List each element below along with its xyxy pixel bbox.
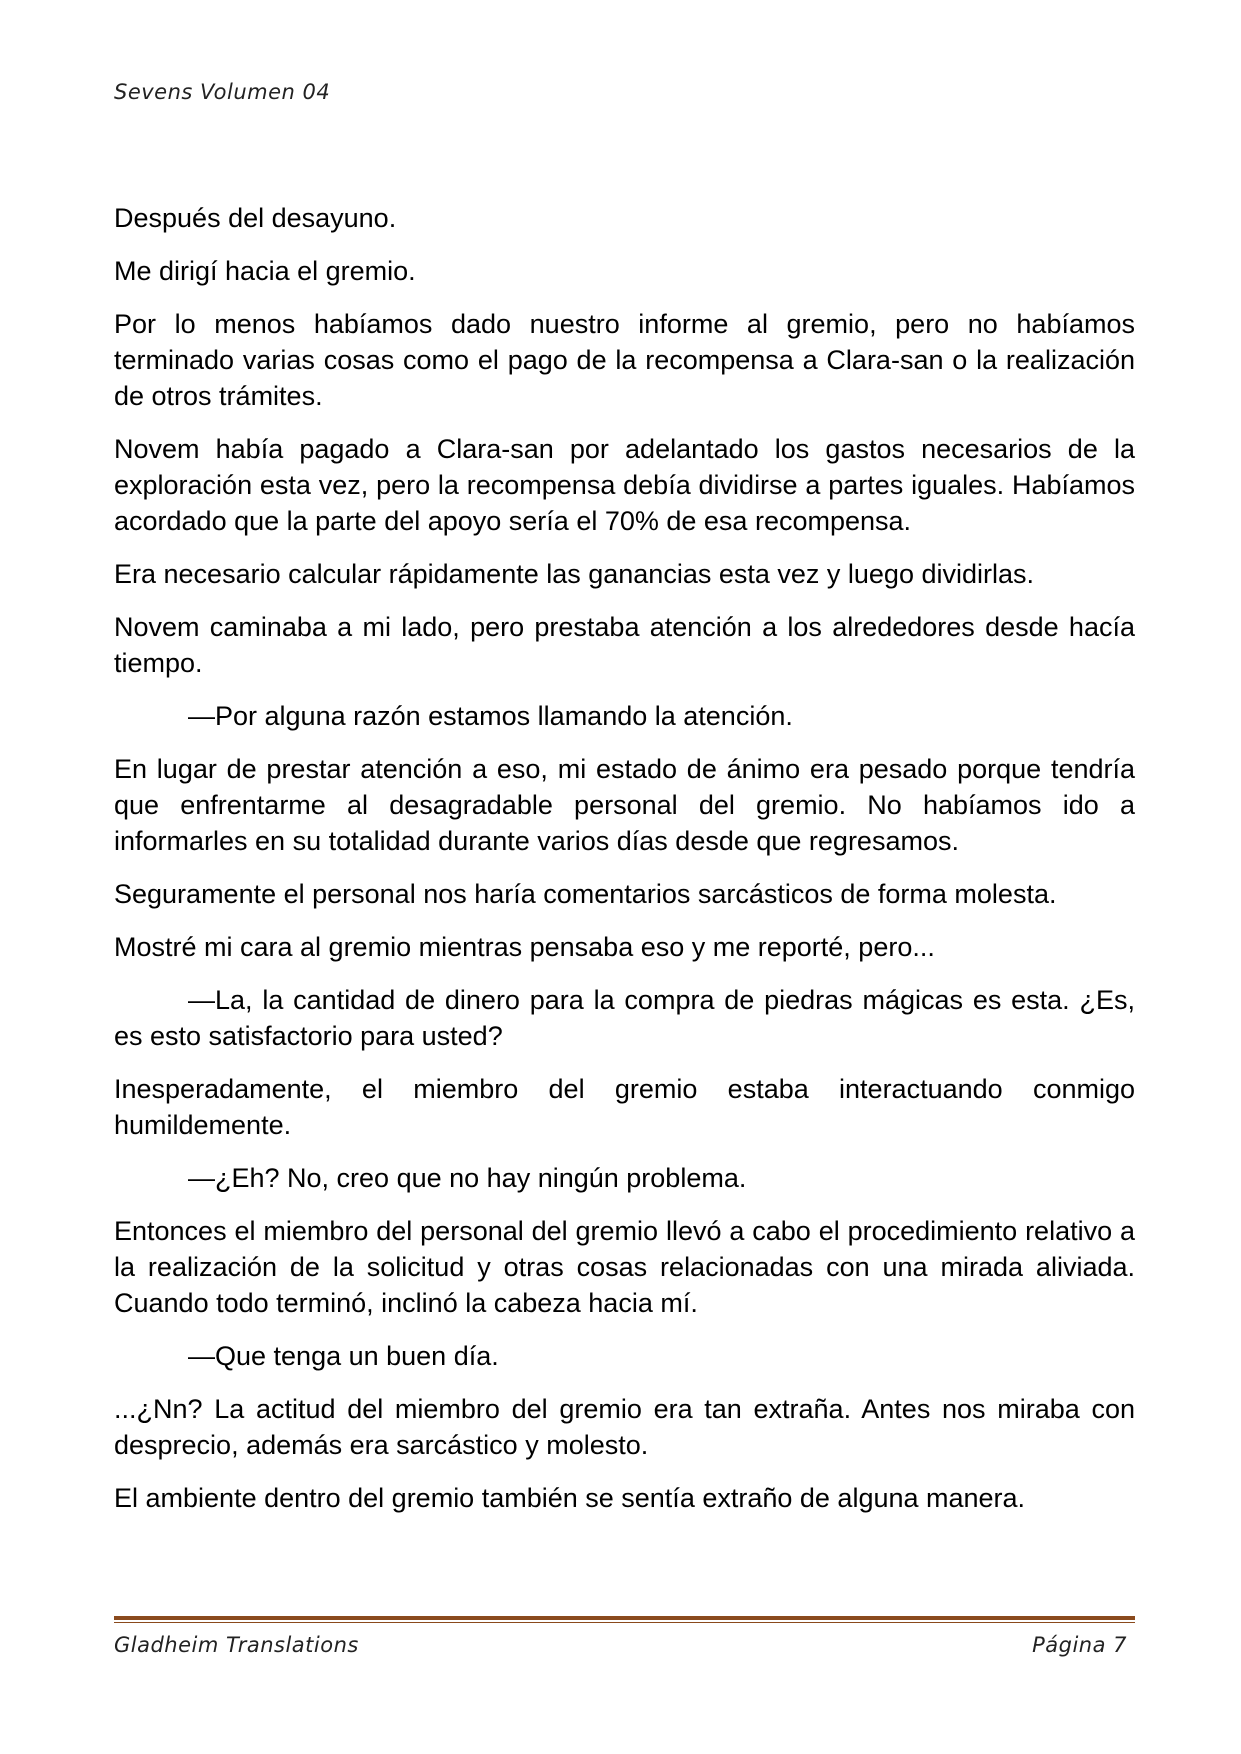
paragraph: Novem caminaba a mi lado, pero prestaba atención a los alrededores desde hacía tiempo. [114,612,1135,678]
paragraph: En lugar de prestar atención a eso, mi estado de ánimo era pesado porque tendría que enfrentarme al desagradable personal del gremio. No habíamos ido a informarles en su totalidad durante varios días desde que regresamos. [114,754,1135,856]
paragraph: Después del desayuno. [114,203,397,233]
footer-credit: Gladheim Translations [114,1633,359,1657]
paragraph: Entonces el miembro del personal del gremio llevó a cabo el procedimiento relativo a la realización de la solicitud y otras cosas relacionadas con una mirada aliviada. Cuando todo terminó, inclinó la cabeza hacia mí. [114,1216,1135,1318]
footer-rule-thin [114,1622,1135,1623]
paragraph: Novem había pagado a Clara-san por adelantado los gastos necesarios de la exploración esta vez, pero la recompensa debía dividirse a partes iguales. Habíamos acordado que la parte del apoyo sería el 70% de esa recompensa. [114,434,1135,536]
dialogue-line: —La, la cantidad de dinero para la compra de piedras mágicas es esta. ¿Es, es esto satisfactorio para usted? [114,985,1135,1051]
dialogue-line: —Por alguna razón estamos llamando la atención. [188,701,793,731]
dialogue-line: —Que tenga un buen día. [188,1341,499,1371]
paragraph: El ambiente dentro del gremio también se sentía extraño de alguna manera. [114,1483,1026,1513]
footer-rule [114,1616,1135,1620]
paragraph: Me dirigí hacia el gremio. [114,256,416,286]
dialogue-line: —¿Eh? No, creo que no hay ningún problema. [188,1163,747,1193]
paragraph: Por lo menos habíamos dado nuestro informe al gremio, pero no habíamos terminado varias cosas como el pago de la recompensa a Clara-san o la realización de otros trámites. [114,309,1135,411]
paragraph: ...¿Nn? La actitud del miembro del gremio era tan extraña. Antes nos miraba con desprecio, además era sarcástico y molesto. [114,1394,1135,1460]
paragraph: Inesperadamente, el miembro del gremio estaba interactuando conmigo humildemente. [114,1074,1135,1140]
body-text [114,200,1135,1533]
paragraph: Era necesario calcular rápidamente las ganancias esta vez y luego dividirlas. [114,559,1034,589]
paragraph: Mostré mi cara al gremio mientras pensaba eso y me reporté, pero... [114,932,935,962]
page-header-title: Sevens Volumen 04 [114,80,331,104]
paragraph: Seguramente el personal nos haría comentarios sarcásticos de forma molesta. [114,879,1057,909]
page-number: Página 7 [1032,1633,1127,1657]
